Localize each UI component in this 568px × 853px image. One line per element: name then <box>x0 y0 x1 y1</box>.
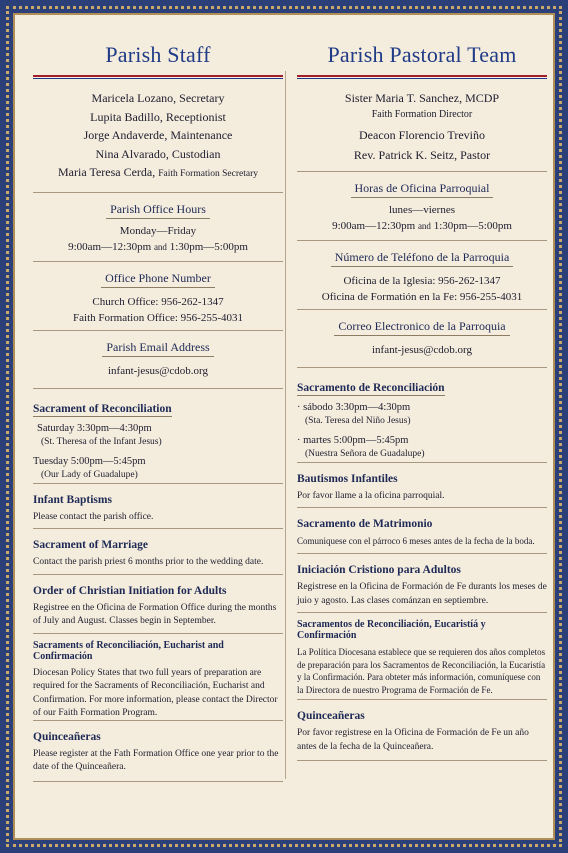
baptism-text-es: Por favor llame a la oficina parroquial. <box>297 491 445 501</box>
faith-formation-phone-es: Oficina de Formatión en la Fe: 956-255-4031 <box>321 291 523 303</box>
left-column <box>33 15 283 782</box>
team-list <box>297 79 547 171</box>
email-address: infant-jesus@cdob.org <box>107 364 209 377</box>
sacraments-heading: Sacraments of Reconciliación, Eucharist and Confirmación <box>33 639 224 662</box>
rcia-section <box>33 575 283 633</box>
team-member: Sister Maria T. Sanchez, MCDP <box>344 91 500 105</box>
church-phone: Church Office: 956-262-1347 <box>92 295 224 308</box>
sacraments-text-es: La Política Diocesana establece que se requieren dos años completos de preparación para los Sacramentos de Reconciliación, la Eucaristía y la Confirmación. Para obteter más información, comuníquese con la Directora de nuestro Programa de Formación de Fe. <box>297 647 546 695</box>
baptism-heading: Infant Baptisms <box>33 493 112 506</box>
quinceanera-text-es: Por favor registrese en la Oficina de Formación de Fe un año antes de la fecha de la Quinceañera. <box>297 728 529 752</box>
office-hours-box <box>33 193 283 261</box>
phone-heading: Office Phone Number <box>101 271 215 288</box>
rcia-text-es: Registrese en la Oficina de Formación de Fe durants los meses de juio y agosto. Las clases cománzan en septiembre. <box>297 582 547 606</box>
baptism-section <box>33 484 283 528</box>
column-divider <box>285 71 286 779</box>
tuesday-time-es: · martes 5:00pm—5:45pm <box>297 435 409 446</box>
quinceanera-heading-es: Quinceañeras <box>297 710 365 722</box>
baptism-text: Please contact the parish office. <box>33 511 154 522</box>
office-days: Monday—Friday <box>119 224 197 237</box>
office-times-es: 9:00am—12:30pm and 1:30pm—5:00pm <box>332 220 512 232</box>
phone-heading-es: Número de Teléfono de la Parroquia <box>331 250 514 267</box>
parish-staff-title: Parish Staff <box>105 42 211 67</box>
email-heading-es: Correo Electronico de la Parroquia <box>334 319 509 336</box>
sacraments-section-es <box>297 613 547 699</box>
section-rule <box>297 760 547 761</box>
phone-box <box>33 262 283 330</box>
quinceanera-section <box>33 721 283 781</box>
office-hours-box-es <box>297 172 547 240</box>
pastoral-team-title: Parish Pastoral Team <box>327 42 517 67</box>
sacraments-text: Diocesan Policy States that two full years of preparation are required for the Sacraments of Reconciliación, Eucharist and Confirmation. For more information, please contact the Director of our Faith Formation Program. <box>33 667 278 718</box>
saturday-location: (St. Theresa of the Infant Jesus) <box>41 436 162 447</box>
marriage-heading-es: Sacramento de Matrimonio <box>297 518 433 530</box>
email-address-es: infant-jesus@cdob.org <box>371 344 473 356</box>
reconciliation-heading-es: Sacramento de Reconciliación <box>297 382 445 394</box>
office-days-es: lunes—viernes <box>389 204 455 216</box>
office-hours-heading: Parish Office Hours <box>106 202 210 219</box>
team-role: Faith Formation Director <box>371 108 473 120</box>
tuesday-location-es: (Nuestra Señora de Guadalupe) <box>305 449 425 459</box>
reconciliation-heading: Sacrament of Reconciliation <box>33 402 172 415</box>
sacraments-heading-es: Sacramentos de Reconciliación, Eucaristíá y Confirmación <box>297 619 486 641</box>
saturday-time-es: · sábodo 3:30pm—4:30pm <box>297 402 411 413</box>
office-times: 9:00am—12:30pm and 1:30pm—5:00pm <box>68 240 248 253</box>
quinceanera-section-es <box>297 700 547 760</box>
staff-member: Maria Teresa Cerda, Faith Formation Secretary <box>58 165 258 179</box>
church-phone-es: Oficina de la Iglesia: 956-262-1347 <box>343 275 501 287</box>
saturday-location-es: (Sta. Teresa del Niño Jesus) <box>305 416 411 426</box>
marriage-text: Contact the parish priest 6 months prior to the wedding date. <box>33 556 264 567</box>
marriage-heading: Sacrament of Marriage <box>33 538 148 551</box>
rcia-section-es <box>297 554 547 612</box>
team-member: Rev. Patrick K. Seitz, Pastor <box>353 148 491 162</box>
border-inner <box>6 6 562 847</box>
email-box-es <box>297 310 547 367</box>
bulletin-page <box>13 13 555 840</box>
staff-member: Maricela Lozano, Secretary <box>91 91 225 105</box>
faith-formation-phone: Faith Formation Office: 956-255-4031 <box>73 311 243 324</box>
email-box <box>33 331 283 388</box>
tuesday-time: Tuesday 5:00pm—5:45pm <box>33 455 146 467</box>
quinceanera-heading: Quinceañeras <box>33 730 101 743</box>
saturday-time: Saturday 3:30pm—4:30pm <box>37 422 152 434</box>
baptism-heading-es: Bautismos Infantiles <box>297 473 398 485</box>
email-heading: Parish Email Address <box>102 340 213 357</box>
reconciliation-section <box>33 389 283 483</box>
section-rule <box>33 781 283 782</box>
team-member: Deacon Florencio Treviño <box>359 127 485 142</box>
tuesday-location: (Our Lady of Guadalupe) <box>41 469 138 480</box>
staff-member: Jorge Andaverde, Maintenance <box>83 128 233 142</box>
phone-box-es <box>297 241 547 309</box>
marriage-section <box>33 529 283 574</box>
right-column <box>297 15 547 761</box>
sacraments-section <box>33 634 283 720</box>
baptism-section-es <box>297 463 547 507</box>
rcia-heading: Order of Christian Initiation for Adults <box>33 584 227 597</box>
staff-member: Lupita Badillo, Receptionist <box>90 109 226 124</box>
staff-list <box>33 79 283 192</box>
rcia-text: Registree en the Oficina de Formation Office during the months of July and August. Classes begin in September. <box>33 602 277 626</box>
reconciliation-section-es <box>297 368 547 462</box>
staff-member: Nina Alvarado, Custodian <box>95 146 221 161</box>
marriage-section-es <box>297 508 547 553</box>
rcia-heading-es: Iniciación Cristiono para Adultos <box>297 564 461 576</box>
office-hours-heading-es: Horas de Oficina Parroquial <box>351 181 494 198</box>
quinceanera-text: Please register at the Fath Formation Office one year prior to the date of the Quinceañera. <box>33 748 279 772</box>
marriage-text-es: Comuniquese con el párroco 6 meses antes de la fecha de la boda. <box>297 536 535 546</box>
